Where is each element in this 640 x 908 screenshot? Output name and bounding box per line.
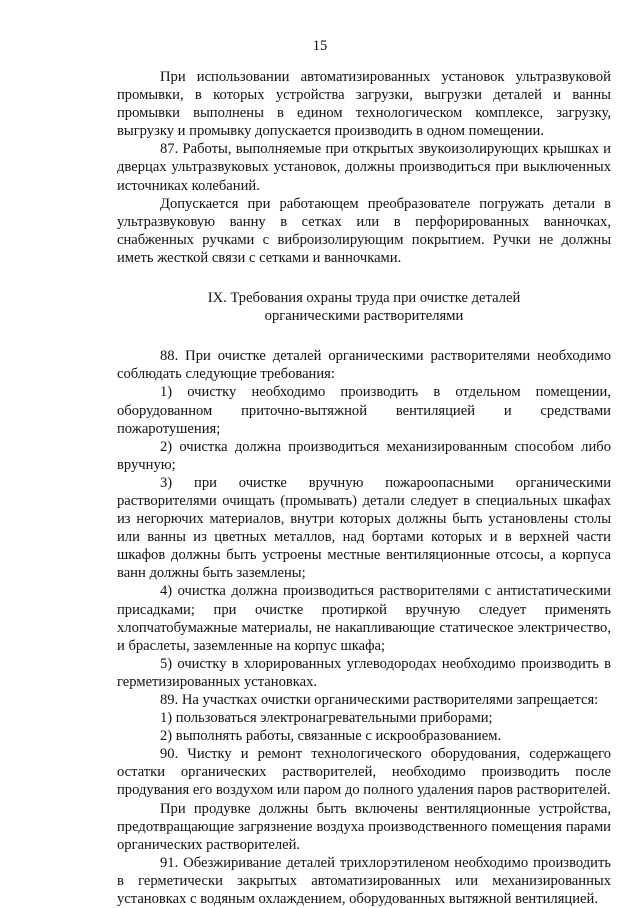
paragraph-88-item-5: 5) очистку в хлорированных углеводородах необходимо производить в герметизированных установках.	[117, 655, 611, 690]
paragraph-89-item-1: 1) пользоваться электронагревательными приборами;	[160, 710, 493, 727]
section-heading	[117, 289, 611, 325]
paragraph-ultrasonic-automated: При использовании автоматизированных установок ультразвуковой промывки, в которых устройства загрузки, выгрузки деталей и ванны промывки выполнены в едином технологическом комплексе, загрузку, выгрузку и промывку допускается производить в одном помещении.	[117, 69, 611, 140]
paragraph-90: 90. Чистку и ремонт технологического оборудования, содержащего остатки органических растворителей, необходимо производить после продувания его воздухом или паром до полного удаления паров растворителей.	[117, 746, 611, 799]
paragraph-91: 91. Обезжиривание деталей трихлорэтиленом необходимо производить в герметически закрытых автоматизированных или механизированных установках с водяным охлаждением, оборудованных вытяжной вентиляцией.	[117, 854, 611, 908]
section-heading-line-2: органическими растворителями	[264, 308, 464, 325]
paragraph-88: 88. При очистке деталей органическими растворителями необходимо соблюдать следующие требования:	[117, 348, 611, 383]
document-body	[117, 68, 611, 908]
paragraph-89: 89. На участках очистки органическими растворителями запрещается:	[160, 692, 599, 708]
paragraph-87: 87. Работы, выполняемые при открытых звукоизолирующих крышках и дверцах ультразвуковых установок, должны производиться при выключенных источниках колебаний.	[117, 141, 611, 194]
paragraph-88-item-4: 4) очистка должна производиться растворителями с антистатическими присадками; при очистке протиркой вручную следует применять хлопчатобумажные материалы, не накапливающие статическое электричество, и браслеты, заземленные на корпус шкафа;	[117, 583, 611, 654]
paragraph-immersion-allowed: Допускается при работающем преобразователе погружать детали в ультразвуковую ванну в сетках или в перфорированных ванночках, снабженных ручками с виброизолирующим покрытием. Ручки не должны иметь жесткой связи с сетками и ванночками.	[117, 195, 611, 266]
paragraph-90-ventilation: При продувке должны быть включены вентиляционные устройства, предотвращающие загрязнение воздуха производственного помещения парами органических растворителей.	[117, 800, 611, 853]
paragraph-88-item-2: 2) очистка должна производиться механизированным способом либо вручную;	[117, 438, 611, 473]
section-heading-line-1: IX. Требования охраны труда при очистке деталей	[207, 290, 521, 307]
paragraph-89-item-2: 2) выполнять работы, связанные с искрообразованием.	[160, 728, 502, 745]
paragraph-88-item-1: 1) очистку необходимо производить в отдельном помещении, оборудованном приточно-вытяжной вентиляцией и средствами пожаротушения;	[117, 384, 611, 437]
page-number: 15	[312, 38, 328, 54]
paragraph-88-item-3: 3) при очистке вручную пожароопасными органическими растворителями очищать (промывать) детали следует в специальных шкафах из негорючих материалов, внутри которых должны быть установлены столы или ванны из цветных металлов, над бортами которых и в верхней части шкафов должны быть устроены местные вентиляционные отсосы, а корпуса ванн должны быть заземлены;	[117, 474, 611, 582]
